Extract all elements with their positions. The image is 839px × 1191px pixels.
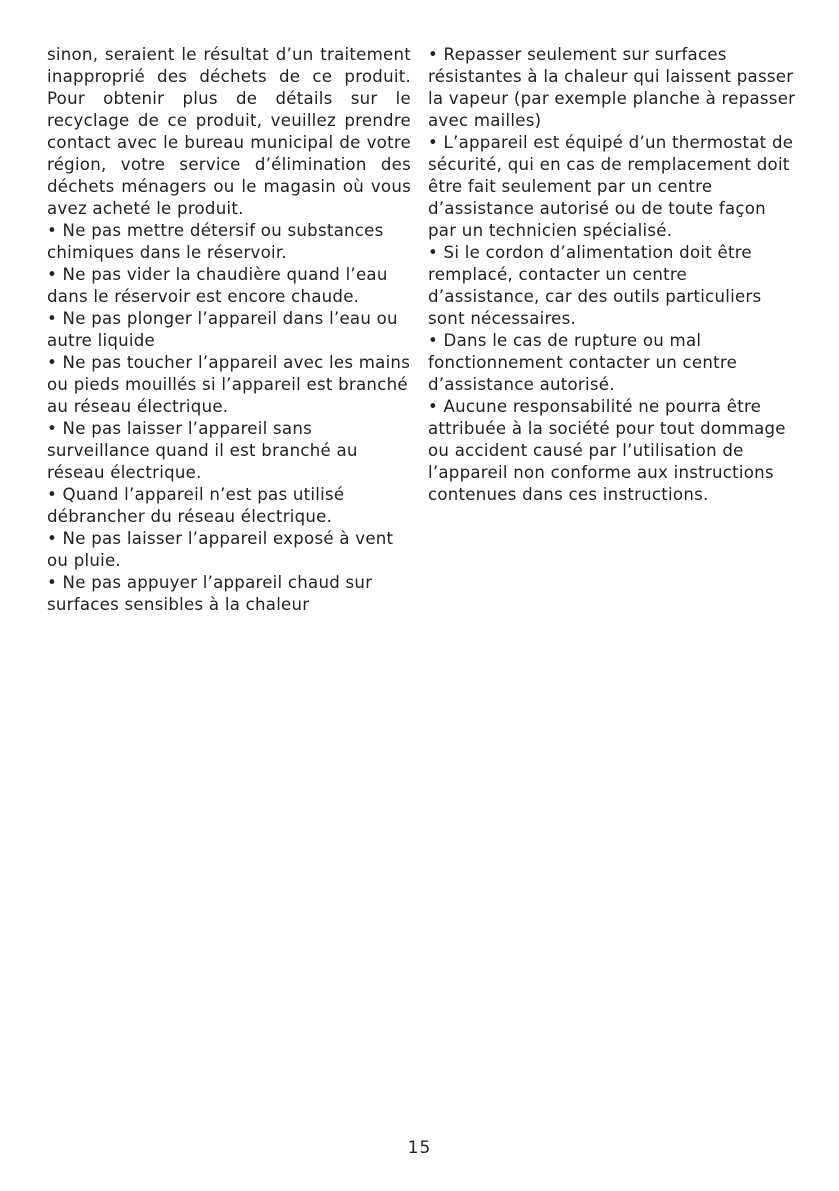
- safety-item: • Quand l’appareil n’est pas utilisé débrancher du réseau électrique.: [47, 485, 345, 526]
- safety-item: • Ne pas mettre détersif ou substances chimiques dans le réservoir.: [47, 221, 384, 262]
- right-column: [428, 44, 796, 506]
- safety-item: • Si le cordon d’alimentation doit être remplacé, contacter un centre d’assistance, car des outils particuliers sont nécessaires.: [428, 243, 762, 328]
- safety-item: • Ne pas laisser l’appareil sans surveillance quand il est branché au réseau électrique.: [47, 419, 358, 482]
- left-column: [47, 44, 411, 616]
- safety-item: • Ne pas vider la chaudière quand l’eau dans le réservoir est encore chaude.: [47, 265, 388, 306]
- page-number: 15: [407, 1138, 432, 1158]
- safety-item: • Aucune responsabilité ne pourra être attribuée à la société pour tout dommage ou accident causé par l’utilisation de l’appareil non conforme aux instructions contenues dans ces instructions.: [428, 397, 786, 504]
- intro-paragraph: sinon, seraient le résultat d’un traitement inapproprié des déchets de ce produit. Pour obtenir plus de détails sur le recyclage de ce produit, veuillez prendre contact avec le bureau municipal de votre région, votre service d’élimination des déchets ménagers ou le magasin où vous avez acheté le produit.: [47, 45, 411, 218]
- safety-item: • L’appareil est équipé d’un thermostat de sécurité, qui en cas de remplacement doit être fait seulement par un centre d’assistance autorisé ou de toute façon par un technicien spécialisé.: [428, 133, 794, 240]
- safety-item: • Dans le cas de rupture ou mal fonctionnement contacter un centre d’assistance autorisé.: [428, 331, 738, 394]
- safety-item: • Ne pas toucher l’appareil avec les mains ou pieds mouillés si l’appareil est branché au réseau électrique.: [47, 353, 411, 416]
- safety-item: • Repasser seulement sur surfaces résistantes à la chaleur qui laissent passer la vapeur (par exemple planche à repasser avec mailles): [428, 45, 796, 130]
- safety-item: • Ne pas appuyer l’appareil chaud sur surfaces sensibles à la chaleur: [47, 573, 373, 614]
- safety-item: • Ne pas plonger l’appareil dans l’eau ou autre liquide: [47, 309, 398, 350]
- safety-item: • Ne pas laisser l’appareil exposé à vent ou pluie.: [47, 529, 394, 570]
